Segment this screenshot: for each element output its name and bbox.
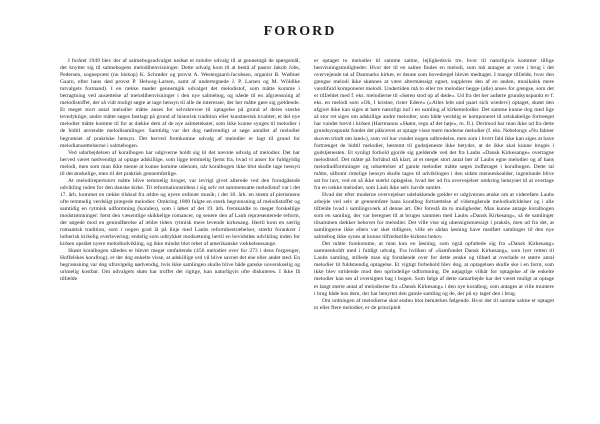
- paragraph: I foråret 1949 blev der af salmebogsudvalget nedsat et mindre udvalg til at gennemgå de spørgsmål, der knytter sig til salmebogens melodihenvisninger. Dette udvalg kom til at bestå af pastor Jakob Jobs, Pedersen, sognepræst (nu biskop) K. Schrøder og provst A. Westergaard-Jacobsen, organist B. Wøllner Gaarn, efter hans død provst P. Helweg-Larsen, samt af undertegnede J. P. Larsen og M. Wöldike tutvalgets formand). I en række møder gennemgik udvalget det melodistof, som måtte komme i betragtning ved ansættelse af melodihenvisninger i den nye salmebog, og nåede til en afgrænsning af melodistoffet, der så vidt muligt søgte at tage hensyn til alle de interesser, der her måtte gøre sig gældende. Et meget stort antal melodier måtte anses for selvskrevne til optagelse på grund af deres stærke levedyktige; andre måtte søges fastlagt på grund af historisk tradition eller kunstnerisk kvalitet; et del nye melodier måtte komme til for at dække dem af de nye salmetekster, som ikke kunne synges til melodier i de hidtil anvendte melodisamlinger. Samtidig var det dog nødvendigt at søge antallet af melodier begrænset af praktiske hensyn. Det herved fremkomne udvalg af melodier er lagt til grund for melodiansættelserne i salmebogen.: [60, 58, 300, 149]
- paragraph: Om ordningen af melodierne skal endnu blot bemærkes følgende. Hvor der til samme salme er optaget to eller flere melodier, er de principielt: [314, 297, 554, 311]
- left-column: [60, 58, 300, 410]
- paragraph: Skønt koralbogen således er blevet meget omfattende (456 melodier over for 273 i dens forgænger, Hoffelskes koralbog), er der dog enkelte visse, at adskillige ord vil blive savnet det ene eller andet sted. En begrænsning var dog ufravigelig nødvendig, hvis ikke samlingen skulle blive både ganske uoverskuelig og urimelig kostbar. Om udvalgets skøn har truffet det rigtige, kan naturligvis ofte diskuteres. I ikke få tilfælde: [60, 248, 300, 283]
- paragraph: Ved udarbejdelsen af koralbogen har udgiverne holdt sig til det nævnte udvalg af melodier. Det har herved været nødvendigt at optage adskillige, som ligge temmelig fjernt fra, hvad vi anser for fuldgyldig melodi, men som man ikke mente at kunne komme udenom, når koralbogen ikke blot skulle tage hensyn til det ønskelige, men til det praktisk gennemførlige.: [60, 149, 300, 177]
- page-title: FORORD: [263, 24, 337, 39]
- paragraph: Det måtte forekomme, at man kun en løsning, som også opfattede sig fra »Dansk Kirkesang« sammenholdt med i fuldigt udvalg. Fra hvilken af »Samfundet Dansk Kirkesang«, som lyer retten til Laubs samling, stillede man sig forstående over for dette ønske og tilbød at overlade et større antal melodier til fuldstændig optagelse. Et vigtigt forbehold blev dog, at optagelsen skulle ske i en form, som ikke blev stridende mod den oprindelige udformning. De nøjagtige vilkår for optagelse af de enkelte melodier kan ses af oversigten bag i bogen. Som følge af dette samarbejde har det været muligt at optage et langt større antal af melodierne fra »Dansk Kirkesang« i den nye koralbog, som antages at ville muntere i brug både hos dem, der har benyttet den gamle samling og de, der på ny tager den i brug.: [314, 241, 554, 297]
- paragraph: er optaget to melodier til samme salme, lejlighedsvis tre, hvor til naturligvis kommer tillige henvisningsmuligheder. Hvor der til en salme findes en melodi, som må antages at være i brug i det overvejende tal af Danmarks kirker, er denne som hovedregel blevet medtaget. I mange tilfælde, hvor den gængse melodi ikke skønnes at være altermæssigt egnet, suppleres den af en anden, musikalsk mere værdifuld komponeret melodi. Undertiden må to eller tre melodier hegge (alle) anses for gængse, som det er tilfældet med f. eks. melodierne til »Søren stod op af døde«. Ud fra det her anførte grundsynspunkt er f. eks. en melodi som »Oh, I kristne, rister Edere« (»Alles lebt und paart sich wiederv) optaget, skønt den afgjort ikke kan siges at høre naturligt ind i en samling af kirkemelodier. Det samme kunne dog med lige så stor ret siges om adskillige andre melodier, som både verdslig er komponeret til selskabelige fortreeget har vundet hævd i kirken (Hartmanns »Skønt, regn af det høje«, m. fl.). Derimod har man ikke ud fra dette grundsynspunkt fundet det påkrævet at optage visse mere moderne melodier (f. eks. Nebelongs »Nu falmer skoven trindt om land«), som vel har vundet nogen udbredelse, men som i hvert fald ikke kan siges at have fortrænget de hidtil melodier, bestemt til gudstjeneste ikke betyder, at de ikke skal kunne bruges i gudstjenesten. Et synligt forhold gjorde sig gældende ved det fra Laubs »Dansk Kirkesange« overtagne melodistof. Det måtte på forhånd stå klart, at et meget stort antal bør af Laubs egne melodier og af hans melodiudformninger og udsættelser af gamle melodier måtte søges indføraget i koralbogen. Dette tal måtte, såfremt rimelige hensyn skulle tages til udviklingen i den sidste menneskealder, ingenlunde blive sat for lavt, ved en så ikke stærkt optagelse, hvad der ud fra overvejelser omkring hensynet til at overtage fra en række melodier, som Laub ikke selv havde samlet.: [314, 58, 554, 191]
- right-column: [314, 58, 554, 410]
- paragraph: At melodirepertoiret måtte blive temmelig broget, var ievrigt givet allerede ved den forudgående udvikling inden for den danske kirke. Til reformationstidens i sig selv ret sammensatte melodistof var i det 17. årh. kommet en række tilskud fra ældre og nyere ordinær musik; i det 18. årh. en strøm af pietismens ofte temmelig verdsligt prægede melodier. Omkring 1800 fulgte en stærk begrænsning af melodistoffet og samtidig en rytmisk udformning (koralen), som i løbet af det 19. årh. fremkaldte to meget forskellige modstrømninger: først den væsentlige skikkelige romancer, og senere den af Laub repræsenterede reform, der søgede mod en genindførelse af ældre tiders rytmisk mere levende kirkesang. Hertil kom en særlig romantisk tradition, som i nogen grad lå på linje med Laubs reformbestræbelser, stærkt forankret i lutherisk kirkelig overlevering; endelig som udtrykket modsætning hertil en bevidstløs udvikling inden for kirken opstået nyere melodiudvikling, og ikke mindst blot rebet af amerikanske vækkelsessange.: [60, 177, 300, 248]
- paragraph: Hvad der efter moderne overvejelser udelukkende gælder er udgivernes ønske om at videreføre Laubs arbejde ved selv at gennemføre hans koralbog fortsættelse af videregående melodiudvidelser og i alle tilfælde hvad i samlingsværk af denne art. Der foreslå da to muligheder. Man kunne antage koralbogen som en samling, der var beregnet til at bruges sammen med Laubs »Dansk Kirkesang«, så de samlinger tilsammen dækker behovet for melodier. Det ville vise sig uhensigtsmæssigt i praksis, men ud fra det, at samlingerne ikke ellers var sket tidligere, ville en sådan løsning have medført samlinger til den nye salmebog ikke synes at kunne tilfredsstille kirkens behov.: [314, 191, 554, 241]
